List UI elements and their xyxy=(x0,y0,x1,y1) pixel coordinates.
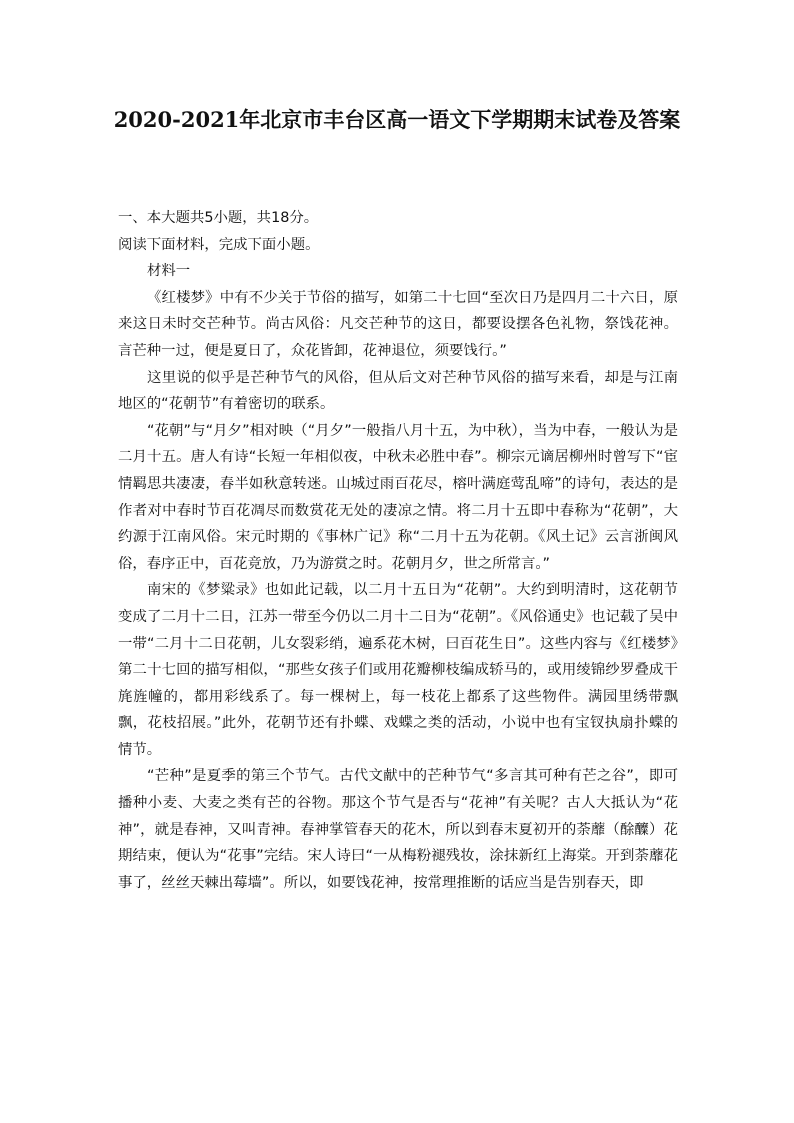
instruction-text: 阅读下面材料，完成下面小题。 xyxy=(118,236,320,253)
paragraph-1: 《红楼梦》中有不少关于节俗的描写，如第二十七回“至次日乃是四月二十六日，原来这日未时交芒种节。尚古风俗：凡交芒种节的这日，都要设摆各色礼物，祭饯花神。言芒种一过，便是夏日了，众花皆卸，花神退位，须要饯行。” xyxy=(118,289,678,359)
document-body xyxy=(118,205,678,896)
paragraph-4: 南宋的《梦粱录》也如此记载，以二月十五日为“花朝”。大约到明清时，这花朝节变成了二月十二日，江苏一带至今仍以二月十二日为“花朝”。《风俗通史》也记载了吴中一带“二月十二日花朝，儿女裂彩绡，遍系花木树，曰百花生日”。这些内容与《红楼梦》第二十七回的描写相似，“那些女孩子们或用花瓣柳枝编成轿马的，或用绫锦纱罗叠成干旄旌幢的，都用彩线系了。每一棵树上，每一枝花上都系了这些物件。满园里绣带飘飘，花枝招展。”此外，花朝节还有扑蝶、戏蝶之类的活动，小说中也有宝钗执扇扑蝶的情节。 xyxy=(118,582,678,758)
document-title: 2020-2021年北京市丰台区高一语文下学期期末试卷及答案 xyxy=(113,107,681,132)
material-label: 材料一 xyxy=(147,263,191,280)
paragraph-5: “芒种”是夏季的第三个节气。古代文献中的芒种节气“多言其可种有芒之谷”，即可播种小麦、大麦之类有芒的谷物。那这个节气是否与“花神”有关呢？古人大抵认为“花神”，就是春神，又叫青神。春神掌管春天的花木，所以到春末夏初开的荼蘼（酴醾）花期结束，便认为“花事”完结。宋人诗曰“一从梅粉褪残妆，涂抹新红上海棠。开到荼蘼花事了，丝丝天棘出莓墙”。所以，如要饯花神，按常理推断的话应当是告别春天，即 xyxy=(118,768,678,891)
section-heading: 一、本大题共5小题，共18分。 xyxy=(118,210,319,226)
paragraph-3: “花朝”与“月夕”相对映（“月夕”一般指八月十五，为中秋），当为中春，一般认为是二月十五。唐人有诗“长短一年相似夜，中秋未必胜中春”。柳宗元谪居柳州时曾写下“宦情羁思共凄凄，春半如秋意转迷。山城过雨百花尽，榕叶满庭莺乱啼”的诗句，表达的是作者对中春时节百花凋尽而数赏花无处的凄凉之情。将二月十五即中春称为“花朝”，大约源于江南风俗。宋元时期的《事林广记》称“二月十五为花朝。《风土记》云言浙闽风俗，春序正中，百花竞放，乃为游赏之时。花朝月夕，世之所常言。” xyxy=(118,422,678,572)
paragraph-2: 这里说的似乎是芒种节气的风俗，但从后文对芒种节风俗的描写来看，却是与江南地区的“花朝节”有着密切的联系。 xyxy=(118,369,678,413)
